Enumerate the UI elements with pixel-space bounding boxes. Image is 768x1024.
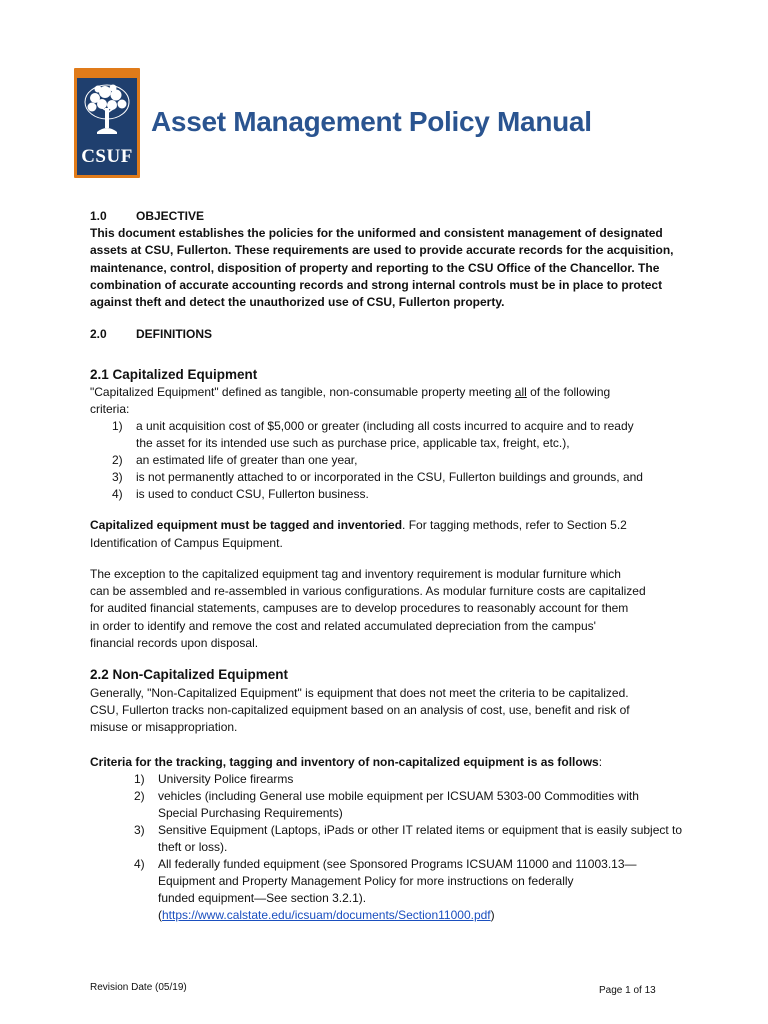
list-item: 4) All federally funded equipment (see Sponsored Programs ICSUAM 11000 and 11003.13— Equipment and Property Management Policy for more instructions on federally funded equipment—See section 3.2.1). (https://www.calstate.edu/icsuam/documents/Section11000.pdf) — [134, 856, 682, 924]
capitalized-intro: "Capitalized Equipment" defined as tangible, non-consumable property meeting all of the following — [90, 385, 611, 399]
list-item: 1) a unit acquisition cost of $5,000 or greater (including all costs incurred to acquire and to ready the asset for its intended use such as purchase price, applicable tax, freight, etc.), — [112, 419, 634, 450]
objective-line: assets at CSU, Fullerton. These requirements are used to provide accurate records for the acquisition, — [90, 243, 674, 257]
page-number: Page 1 of 13 — [599, 985, 656, 996]
list-item: 2) an estimated life of greater than one year, — [112, 453, 358, 467]
subsection-2-1-heading: 2.1 Capitalized Equipment — [90, 367, 258, 382]
section-title: DEFINITIONS — [136, 327, 213, 341]
section-2-heading — [90, 326, 212, 343]
section-number: 2.0 — [90, 327, 107, 341]
list-item: 2) vehicles (including General use mobile equipment per ICSUAM 5303-00 Commodities with Special Purchasing Requirements) — [134, 789, 639, 820]
list-item: 4) is used to conduct CSU, Fullerton business. — [112, 487, 369, 501]
list-item: 1) University Police firearms — [134, 772, 294, 786]
revision-date: Revision Date (05/19) — [90, 982, 187, 993]
exception-line: can be assembled and re-assembled in various configurations. As modular furniture costs are capitalized — [90, 584, 646, 598]
objective-line: maintenance, control, disposition of property and reporting to the CSU Office of the Chancellor. The — [90, 261, 660, 275]
list-item: 3) Sensitive Equipment (Laptops, iPads or other IT related items or equipment that is easily subject to theft or loss). — [134, 823, 683, 854]
noncapitalized-criteria-list — [134, 771, 682, 924]
capitalized-intro-line2: criteria: — [90, 402, 130, 416]
exception-line: The exception to the capitalized equipment tag and inventory requirement is modular furniture which — [90, 567, 621, 581]
exception-line: for audited financial statements, campuses are to develop procedures to reasonably account for them — [90, 601, 629, 615]
objective-line: against theft and detect the unauthorized use of CSU, Fullerton property. — [90, 295, 505, 309]
csuf-logo — [74, 68, 140, 178]
exception-line: in order to identify and remove the cost and related accumulated depreciation from the campus' — [90, 619, 596, 633]
objective-line: combination of accurate accounting records and strong internal controls must be in place to protect — [90, 278, 663, 292]
section11000-link[interactable]: https://www.calstate.edu/icsuam/documents/Section11000.pdf — [162, 908, 491, 922]
tagging-requirement: Capitalized equipment must be tagged and inventoried. For tagging methods, refer to Section 5.2 — [90, 518, 627, 532]
exception-line: financial records upon disposal. — [90, 636, 259, 650]
noncapitalized-line: Generally, "Non-Capitalized Equipment" is equipment that does not meet the criteria to be capitalized. — [90, 686, 629, 700]
policy-link-line: (https://www.calstate.edu/icsuam/documents/Section11000.pdf) — [158, 908, 495, 922]
noncapitalized-line: misuse or misappropriation. — [90, 720, 238, 734]
section-1-heading — [90, 208, 204, 225]
section-number: 1.0 — [90, 209, 107, 223]
criteria-heading: Criteria for the tracking, tagging and inventory of non-capitalized equipment is as follows: — [90, 755, 603, 769]
logo-text: CSUF — [81, 146, 133, 167]
section-title: OBJECTIVE — [136, 209, 205, 223]
noncapitalized-line: CSU, Fullerton tracks non-capitalized equipment based on an analysis of cost, use, benefit and risk of — [90, 703, 630, 717]
tree-icon — [80, 80, 134, 142]
list-item: 3) is not permanently attached to or incorporated in the CSU, Fullerton buildings and grounds, and — [112, 470, 643, 484]
objective-line: This document establishes the policies for the uniformed and consistent management of designated — [90, 226, 663, 240]
tagging-requirement-line2: Identification of Campus Equipment. — [90, 536, 283, 550]
capitalized-criteria-list — [112, 418, 643, 503]
subsection-2-2-heading: 2.2 Non-Capitalized Equipment — [90, 667, 289, 682]
page-title: Asset Management Policy Manual — [151, 106, 592, 137]
